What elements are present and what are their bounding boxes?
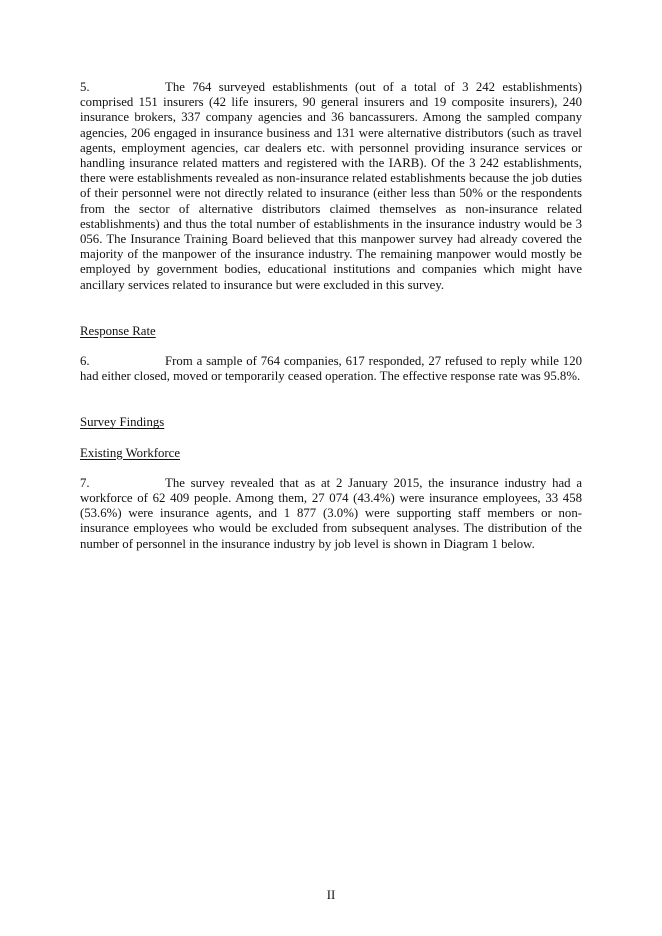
paragraph-number: 6. [80, 354, 90, 369]
paragraph-text: From a sample of 764 companies, 617 responded, 27 refused to reply while 120 had either closed, moved or temporarily ceased operation. The effective response rate was 95.8%. [80, 354, 582, 384]
paragraph-text: The survey revealed that as at 2 January 2015, the insurance industry had a workforce of 62 409 people. Among them, 27 074 (43.4%) were insurance employees, 33 458 (53.6%) were insurance agents, and 1 877 (3.0%) were supporting staff members or non-insurance employees who would be excluded from subsequent analyses. The distribution of the number of personnel in the insurance industry by job level is shown in Diagram 1 below. [80, 475, 582, 551]
paragraph-number: 5. [80, 80, 90, 94]
document-page [80, 80, 582, 552]
section-heading-existing-workforce: Existing Workforce [80, 445, 181, 460]
paragraph-5 [80, 80, 582, 293]
paragraph-6 [80, 354, 582, 384]
paragraph-number: 7. [80, 475, 90, 490]
section-heading-survey-findings: Survey Findings [80, 415, 165, 430]
paragraph-text: The 764 surveyed establishments (out of a total of 3 242 establishments) comprised 151 insurers (42 life insurers, 90 general insurers and 19 composite insurers), 240 insurance brokers, 337 company agencies and 36 bancassurers. Among the sampled company agencies, 206 engaged in insurance business and 131 were alternative distributors (such as travel agents, employment agencies, car dealers etc. with personnel providing insurance services or handling insurance related matters and registered with the IARB). Of the 3 242 establishments, there were establishments revealed as non-insurance related establishments because the job duties of their personnel were not directly related to insurance (either less than 50% or the respondents from the sector of alternative distributors claimed themselves as non-insurance related establishments) and thus the total number of establishments in the insurance industry would be 3 056. The Insurance Training Board believed that this manpower survey had already covered the majority of the manpower of the insurance industry. The remaining manpower would mostly be employed by government bodies, educational institutions and companies which might have ancillary services related to insurance but were excluded in this survey. [80, 80, 582, 292]
paragraph-7 [80, 476, 582, 552]
page-number: II [326, 888, 336, 902]
section-heading-response-rate: Response Rate [80, 323, 156, 338]
